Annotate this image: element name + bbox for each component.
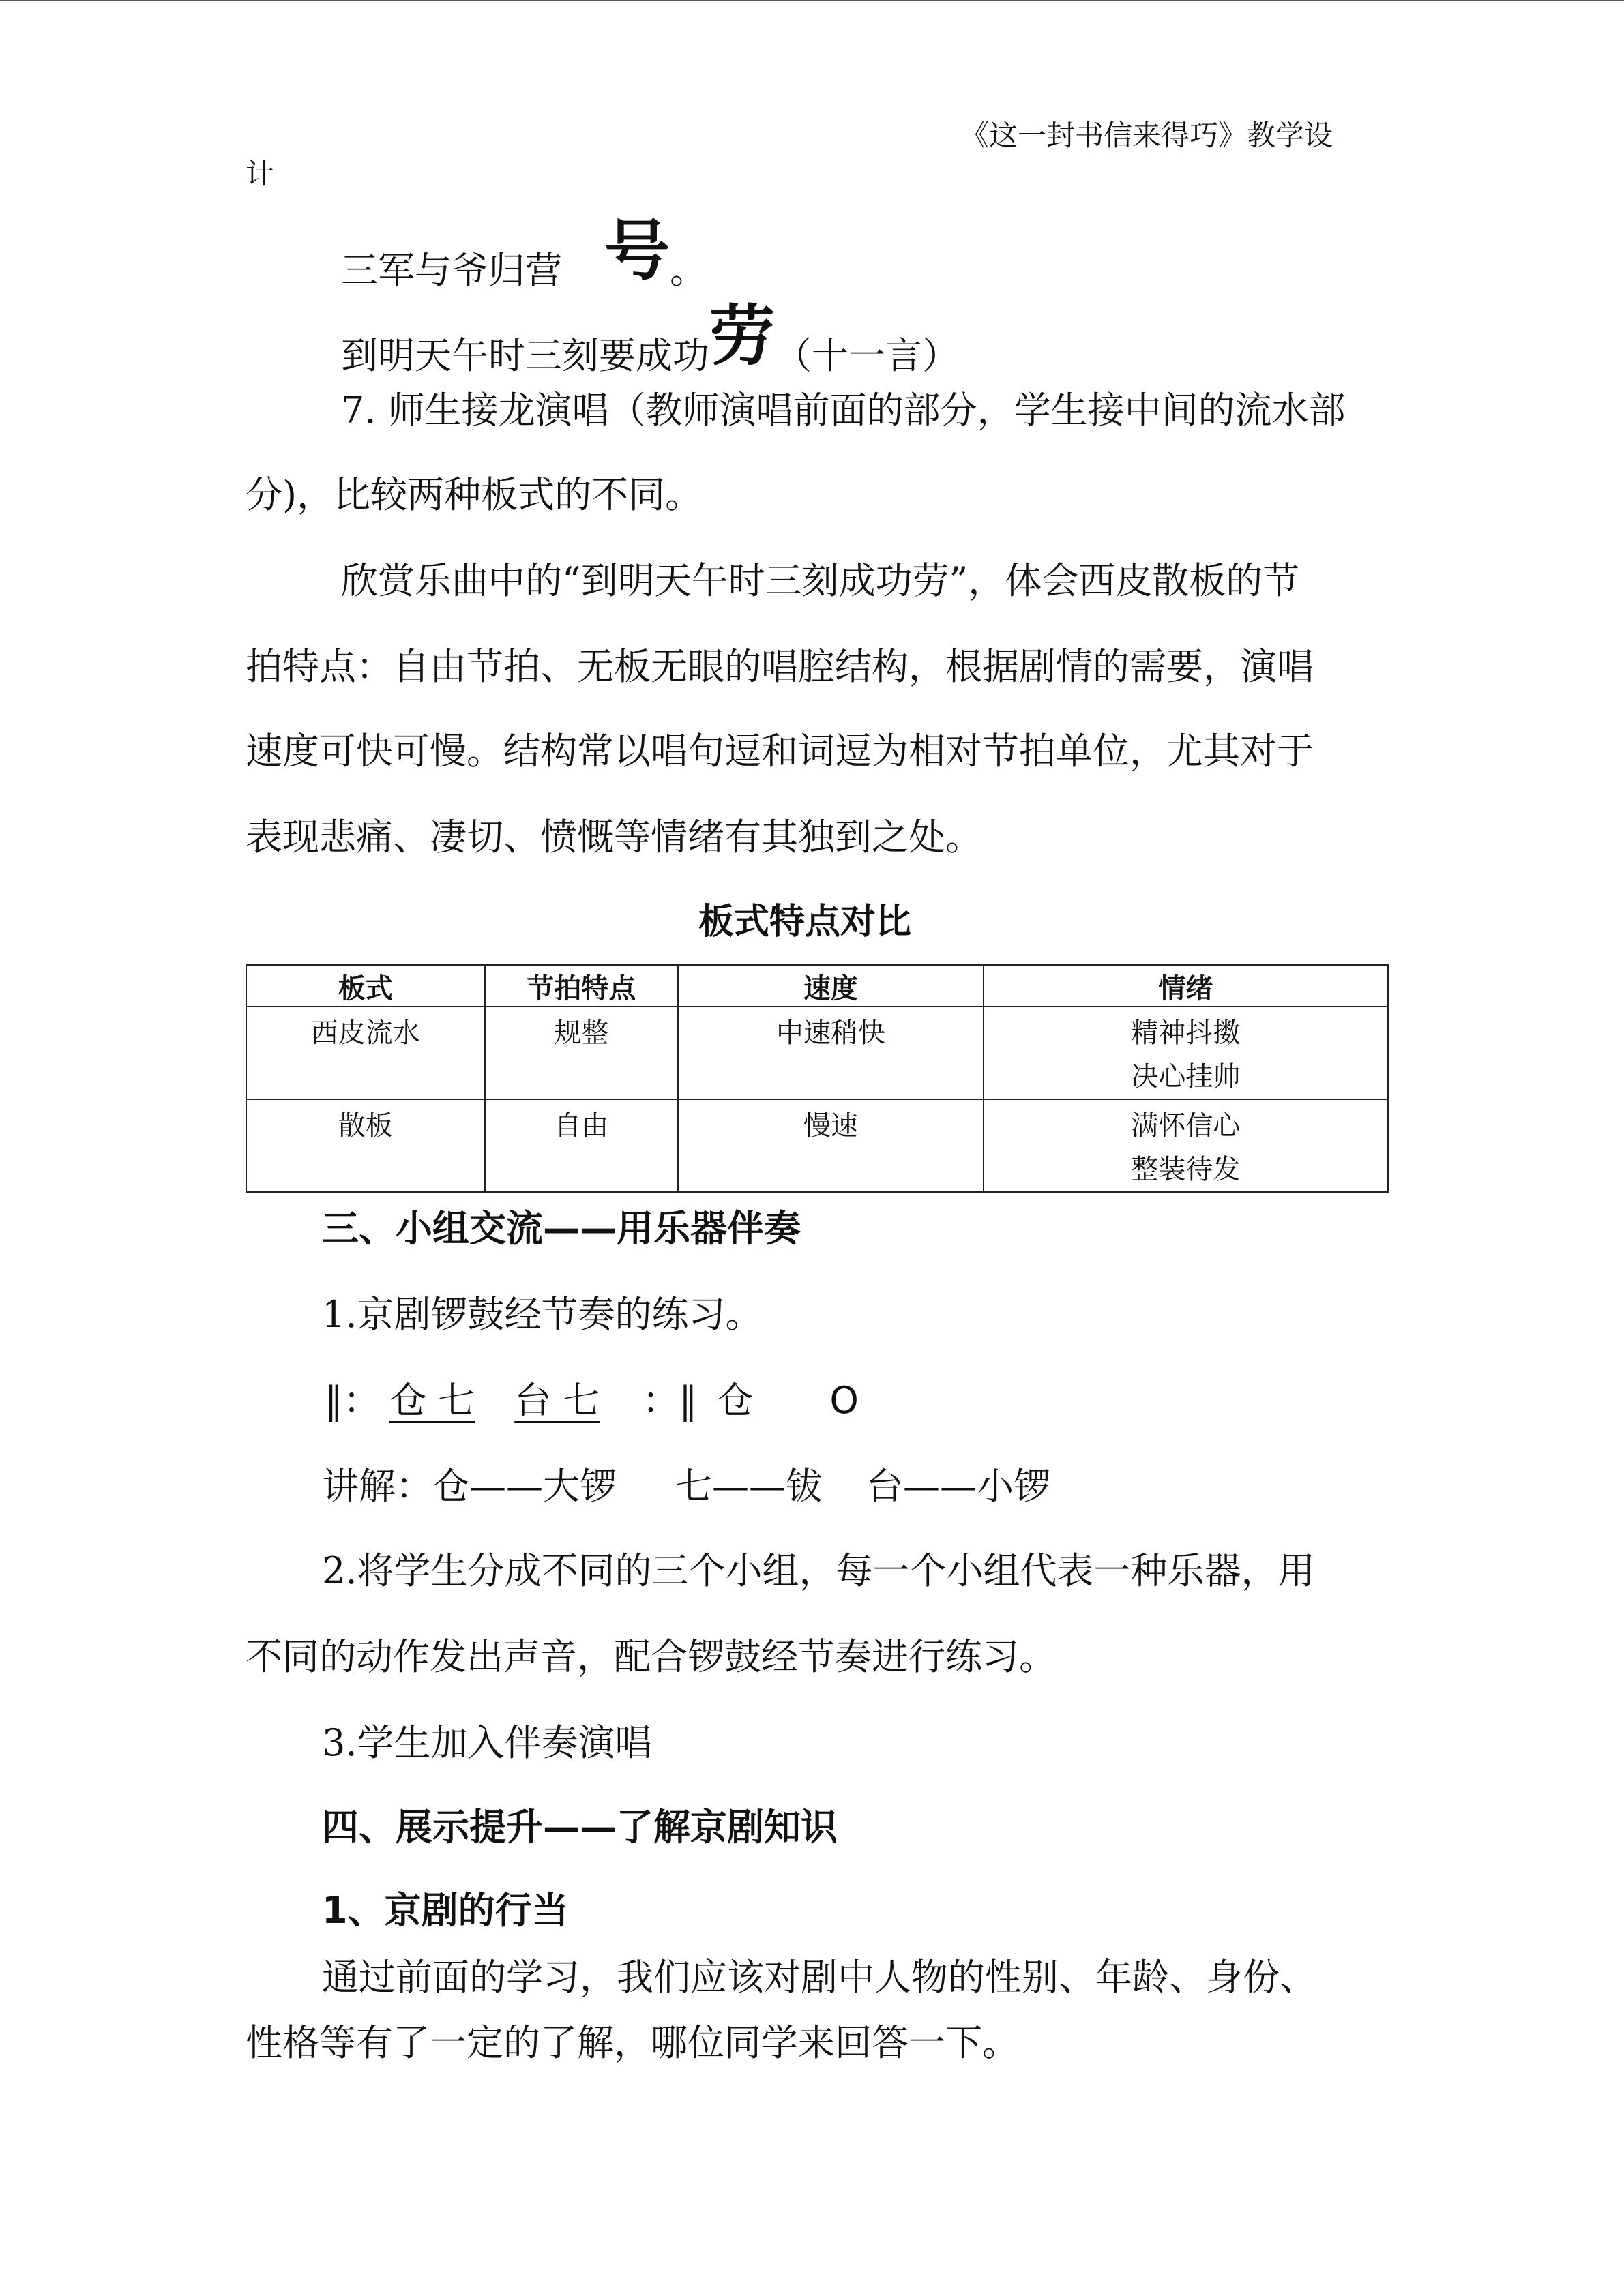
section-4-subheading: 1、京剧的行当 [322, 1889, 569, 1932]
lyric-line-2 [341, 297, 959, 380]
table-row [246, 1007, 1388, 1099]
rhythm-beat-3: 仓 [716, 1379, 754, 1422]
section-3-heading: 三、小组交流——用乐器伴奏 [322, 1207, 801, 1250]
table-cell-emotion-line: 整装待发 [1131, 1154, 1241, 1185]
section-4-heading: 四、展示提升——了解京剧知识 [322, 1806, 838, 1849]
header-title: 《这一封书信来得巧》教学设 [960, 119, 1333, 152]
table-header-speed: 速度 [678, 965, 983, 1007]
rhythm-rest: O [829, 1379, 859, 1422]
rhythm-notation [325, 1379, 859, 1422]
table-cell-emotion [984, 1007, 1388, 1099]
appreciate-line-4: 表现悲痛、凄切、愤慨等情绪有其独到之处。 [246, 816, 982, 859]
table-row [246, 1099, 1388, 1192]
lyric-line-1-end: 。 [670, 249, 707, 292]
lyric-line-1-text: 三军与爷归营 [341, 249, 562, 292]
table-cell-style: 散板 [246, 1099, 485, 1192]
table-cell-beat: 规整 [485, 1007, 679, 1099]
table-cell-emotion [984, 1099, 1388, 1192]
comparison-table [246, 964, 1389, 1193]
lyric-line-2-end: （十一言） [775, 334, 959, 377]
step7-line-1: 7. 师生接龙演唱（教师演唱前面的部分，学生接中间的流水部 [341, 389, 1346, 432]
table-cell-emotion-line: 精神抖擞 [1131, 1017, 1241, 1049]
header-title-continued: 计 [246, 157, 275, 190]
section-4-para-line-1: 通过前面的学习，我们应该对剧中人物的性别、年龄、身份、 [322, 1956, 1316, 1999]
table-caption: 板式特点对比 [698, 901, 912, 942]
lyric-line-1-big-char: 号 [604, 212, 670, 289]
table-cell-emotion-line: 决心挂帅 [1131, 1061, 1241, 1092]
table-header-style: 板式 [246, 965, 485, 1007]
explanation-label: 讲解： [322, 1465, 432, 1508]
rhythm-beat-1: 仓 七 [389, 1379, 475, 1422]
section-3-item-3: 3.学生加入伴奏演唱 [322, 1721, 652, 1764]
rhythm-beat-2: 台 七 [514, 1379, 600, 1422]
explanation-gong: 仓——大锣 [432, 1465, 617, 1508]
explanation-cymbal: 七——钹 [675, 1465, 823, 1508]
section-3-item-2-line-1: 2.将学生分成不同的三个小组，每一个小组代表一种乐器，用 [322, 1549, 1315, 1592]
table-header-beat: 节拍特点 [485, 965, 679, 1007]
table-cell-speed: 中速稍快 [678, 1007, 983, 1099]
section-3-item-1: 1.京剧锣鼓经节奏的练习。 [322, 1293, 763, 1336]
lyric-line-2-big-char: 劳 [709, 297, 775, 374]
appreciate-line-1: 欣赏乐曲中的“到明天午时三刻成功劳”，体会西皮散板的节 [341, 559, 1300, 602]
table-cell-emotion-line: 满怀信心 [1131, 1110, 1241, 1142]
lyric-line-1 [341, 212, 707, 295]
table-cell-speed: 慢速 [678, 1099, 983, 1192]
repeat-open-sign: ‖： [325, 1379, 380, 1422]
section-3-item-2-line-2: 不同的动作发出声音，配合锣鼓经节奏进行练习。 [246, 1635, 1056, 1678]
appreciate-line-3: 速度可快可慢。结构常以唱句逗和词逗为相对节拍单位，尤其对于 [246, 730, 1314, 773]
explanation-line [322, 1465, 1050, 1508]
section-4-para-line-2: 性格等有了一定的了解，哪位同学来回答一下。 [246, 2021, 1019, 2064]
step7-line-2: 分)，比较两种板式的不同。 [246, 473, 703, 516]
table-header-emotion: 情绪 [984, 965, 1388, 1007]
lyric-line-2-text: 到明天午时三刻要成功 [341, 334, 709, 377]
appreciate-line-2: 拍特点：自由节拍、无板无眼的唱腔结构，根据剧情的需要，演唱 [246, 645, 1314, 688]
explanation-small-gong: 台——小锣 [866, 1465, 1050, 1508]
table-cell-beat: 自由 [485, 1099, 679, 1192]
table-cell-style: 西皮流水 [246, 1007, 485, 1099]
repeat-close-sign: ：‖ [642, 1379, 698, 1422]
table-header-row [246, 965, 1388, 1007]
